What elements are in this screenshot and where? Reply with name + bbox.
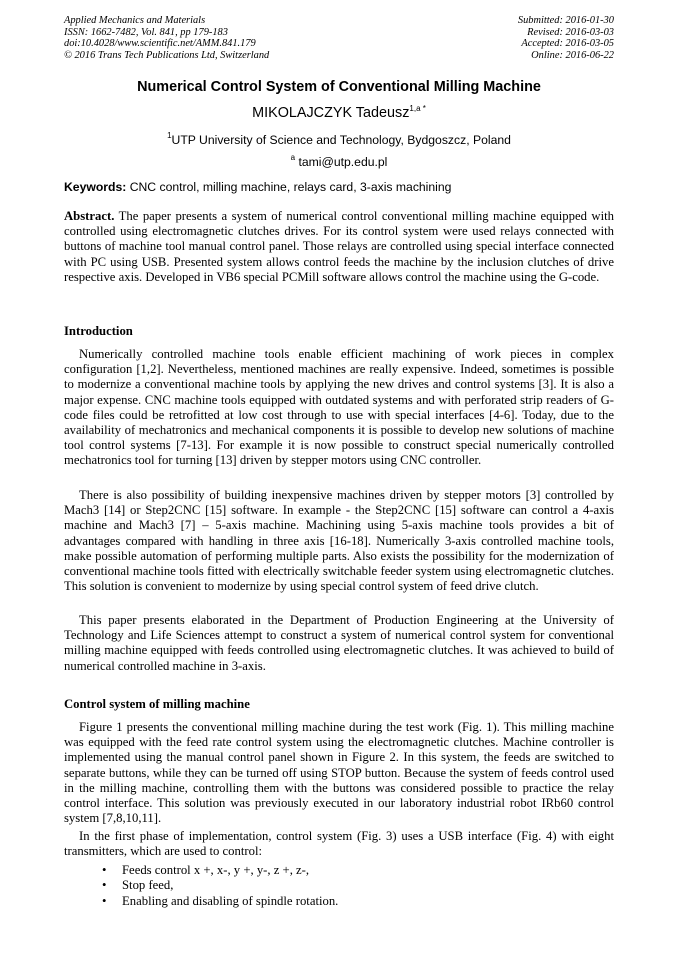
control-paragraph-2: In the first phase of implementation, control system (Fig. 3) uses a USB interface (Fig. 4) with eight transmitters, which are used to control: <box>64 829 614 859</box>
journal-issn: ISSN: 1662-7482, Vol. 841, pp 179-183 <box>64 26 228 38</box>
control-paragraph-1: Figure 1 presents the conventional milling machine during the test work (Fig. 1). This milling machine was equipped with the feed rate control system using the electromagnetic clutches. Machine controller is implemented using the manual control panel shown in Figure 2. In this system, the feeds are switched to separate buttons, while they can be turned off using STOP button. Because the system of feeds control used in the milling machine, controlling them with the buttons was considered possible to practice the relay control interface. This solution was previously executed in our laboratory industrial robot IRb60 control system [7,8,10,11]. <box>64 720 614 826</box>
intro-paragraph-3: This paper presents elaborated in the Department of Production Engineering at the University of Technology and Life Sciences attempt to construct a system of numerical control system for conventional milling machine equipped with feeds controlled using electromagnetic clutches. It was achieved to build of numerical controlled machine in 3-axis. <box>64 613 614 673</box>
online-date: Online: 2016-06-22 <box>531 49 614 61</box>
intro-paragraph-1: Numerically controlled machine tools enable efficient machining of work pieces in complex configuration [1,2]. Nevertheless, mentioned machines are really expensive. Indeed, sometimes is possible to modernize a conventional machine tools by applying the new drives and control systems [3]. It is also a major expense. CNC machine tools equipped with outdated systems and with perforated strip readers of G-code files could be retrofitted at low cost through to use with special interfaces [4-6]. Today, due to the availability of mechatronics and mechanical components it is possible to develop new solutions of machine tool control systems [7-13]. For example it is now possible to construct special numerically controlled mechatronics tool for turning [13] driven by stepper motors using CNC controller. <box>64 347 614 468</box>
author-line <box>0 104 678 121</box>
abstract-text: The paper presents a system of numerical control conventional milling machine equipped with controlled using electromagnetic clutches drives. For its control system were used relays connected with buttons of machine tool manual control panel. Those relays are controlled using special interface connected with PC using USB. Presented system allows control feeds the machine by the inclusion clutches of drive respective axis. Developed in VB6 special PCMill software allows control the machine using the G-code. <box>64 209 614 284</box>
control-bullet-list <box>64 863 614 909</box>
email-address[interactable]: tami@utp.edu.pl <box>298 155 388 169</box>
affiliation <box>0 131 678 147</box>
email-line <box>0 153 678 169</box>
list-item: • Enabling and disabling of spindle rotation. <box>64 894 614 909</box>
list-item: • Stop feed, <box>64 878 614 893</box>
abstract-label: Abstract. <box>64 209 115 223</box>
revised-date: Revised: 2016-03-03 <box>527 26 614 38</box>
submitted-date: Submitted: 2016-01-30 <box>517 15 614 26</box>
affiliation-superscript: 1 <box>167 131 172 140</box>
abstract <box>64 209 614 285</box>
section-heading-control-system: Control system of milling machine <box>64 697 250 711</box>
affiliation-text: UTP University of Science and Technology, Bydgoszcz, Poland <box>171 133 511 147</box>
accepted-date: Accepted: 2016-03-05 <box>521 38 614 50</box>
intro-paragraph-2: There is also possibility of building inexpensive machines driven by stepper motors [3] controlled by Mach3 [14] or Step2CNC [15] software. In example - the Step2CNC [15] software can control a 4-axis machine and Mach3 [7] – 5-axis machine. Machining using 5-axis machine tools provides a bit of advantages compared with handling in three axis [16-18]. Numerically 3-axis controlled machine tools, make possible automation of performing multiple parts. Also exists the possibility for the modernization of conventional machine tools fitted with electrically switchable feeder system using electromagnetic clutches. This solution is convenient to modernize by using special control system of feed drive clutch. <box>64 488 614 594</box>
paper-title: Numerical Control System of Conventional Milling Machine <box>137 79 541 95</box>
keywords <box>64 180 614 194</box>
journal-doi: doi:10.4028/www.scientific.net/AMM.841.179 <box>64 38 256 50</box>
author-name: MIKOLAJCZYK Tadeusz <box>252 105 410 121</box>
journal-name: Applied Mechanics and Materials <box>64 15 206 26</box>
keywords-label: Keywords: <box>64 180 127 194</box>
keywords-text: CNC control, milling machine, relays card, 3-axis machining <box>129 180 452 194</box>
journal-info <box>64 15 269 61</box>
email-superscript: a <box>290 153 296 162</box>
author-superscript: 1,a * <box>409 104 426 113</box>
section-heading-introduction: Introduction <box>64 324 133 338</box>
list-item: • Feeds control x +, x-, y +, y-, z +, z-, <box>64 863 614 878</box>
journal-copyright: © 2016 Trans Tech Publications Ltd, Switzerland <box>64 49 270 61</box>
publication-dates <box>518 15 614 61</box>
